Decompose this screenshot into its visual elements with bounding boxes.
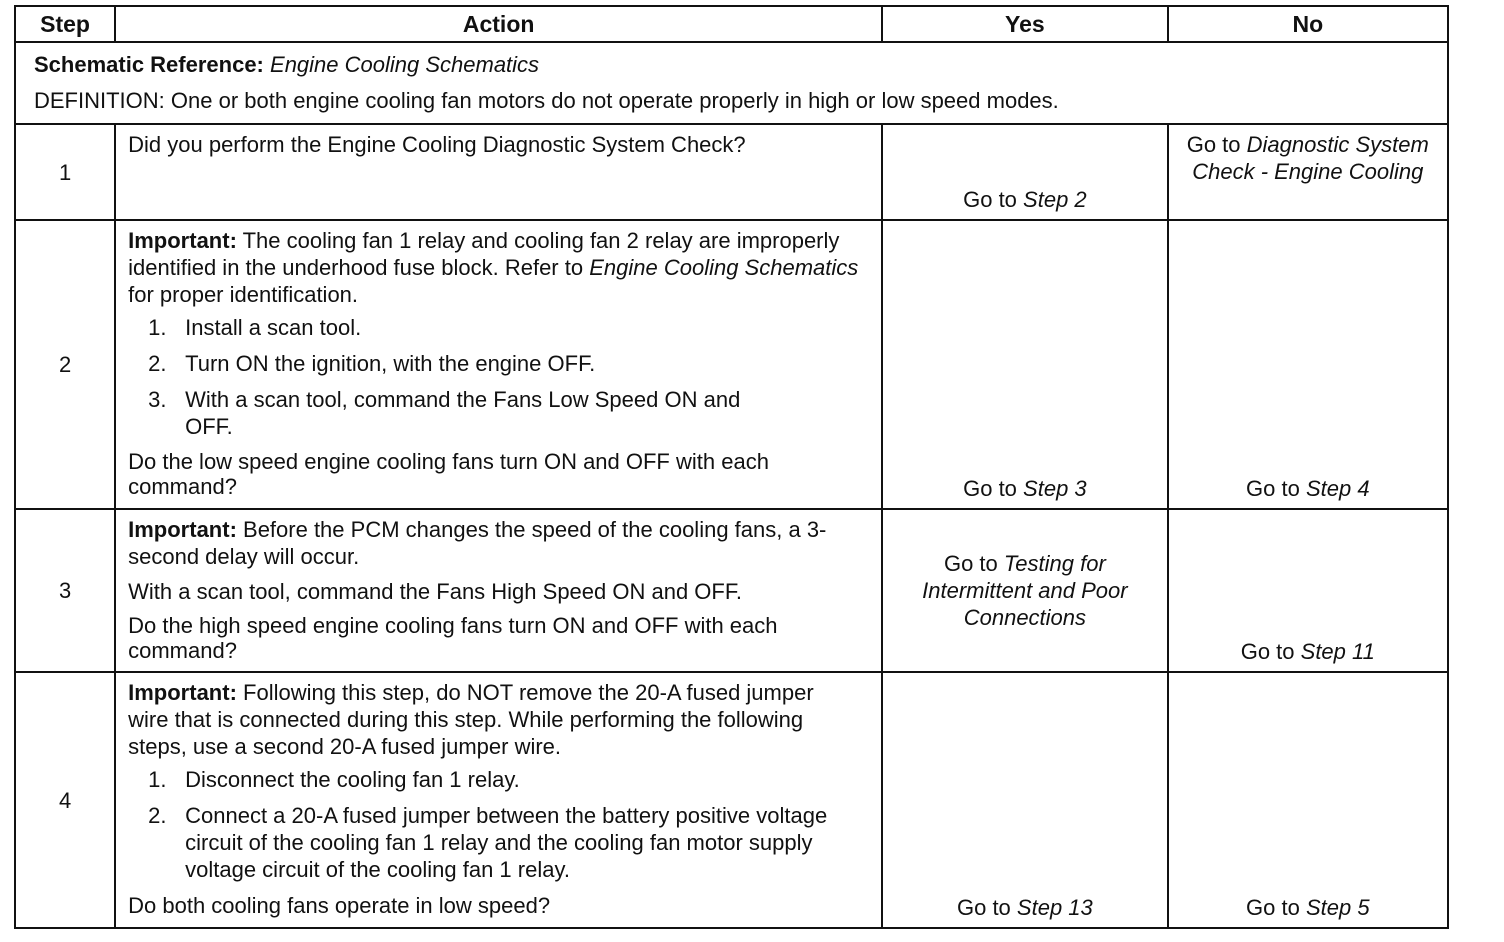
important-note	[128, 679, 869, 760]
no-target-link[interactable]: Step 5	[1305, 895, 1370, 920]
important-text: Before the PCM changes the speed of the cooling fans, a 3-second delay will occur.	[128, 517, 827, 569]
go-to-label: Go to	[1186, 132, 1241, 157]
yes-cell	[882, 124, 1167, 220]
no-cell	[1168, 672, 1448, 928]
procedure-list	[128, 766, 869, 883]
action-cell	[115, 672, 882, 928]
no-target-link[interactable]: Step 11	[1300, 639, 1375, 664]
go-to-label: Go to	[963, 476, 1017, 501]
step-number: 4	[15, 672, 115, 928]
schematics-link[interactable]: Engine Cooling Schematics	[589, 255, 859, 280]
header-row	[15, 6, 1448, 42]
item-text: Connect a 20-A fused jumper between the battery positive voltage circuit of the cooling fan 1 relay and the cooling fan motor supply voltage circuit of the cooling fan 1 relay.	[185, 803, 828, 882]
table-row	[15, 509, 1448, 672]
step-number: 2	[15, 220, 115, 509]
item-number: 3.	[148, 387, 167, 412]
header-no: No	[1168, 6, 1448, 42]
table-row	[15, 672, 1448, 928]
go-to-label: Go to	[963, 187, 1017, 212]
no-cell	[1168, 220, 1448, 509]
schematic-reference	[34, 47, 1429, 83]
important-label: Important:	[128, 228, 237, 253]
table-row	[15, 124, 1448, 220]
yes-target-link[interactable]: Step 13	[1016, 895, 1093, 920]
list-item	[128, 314, 869, 341]
list-item	[128, 386, 869, 440]
step-number: 3	[15, 509, 115, 672]
action-cell	[115, 220, 882, 509]
item-text: With a scan tool, command the Fans Low Speed ON and OFF.	[185, 387, 741, 439]
reference-cell	[15, 42, 1448, 124]
schematic-reference-link[interactable]: Engine Cooling Schematics	[270, 52, 540, 77]
list-item	[128, 350, 869, 377]
go-to-label: Go to	[956, 895, 1011, 920]
action-cell	[115, 124, 882, 220]
yes-cell	[882, 509, 1167, 672]
header-yes: Yes	[882, 6, 1167, 42]
step-number: 1	[15, 124, 115, 220]
reference-row	[15, 42, 1448, 124]
item-number: 1.	[148, 767, 167, 792]
item-number: 2.	[148, 351, 167, 376]
yes-target-link[interactable]: Step 2	[1023, 187, 1087, 212]
table-row	[15, 220, 1448, 509]
go-to-label: Go to	[943, 551, 998, 576]
important-label: Important:	[128, 680, 237, 705]
list-item	[128, 802, 869, 883]
list-item	[128, 766, 869, 793]
schematic-reference-label: Schematic Reference:	[34, 52, 264, 77]
no-cell	[1168, 509, 1448, 672]
item-text: Turn ON the ignition, with the engine OFF.	[185, 351, 596, 376]
yes-cell	[882, 672, 1167, 928]
diagnostic-table	[14, 5, 1449, 929]
instruction: With a scan tool, command the Fans High Speed ON and OFF.	[128, 579, 742, 604]
go-to-label: Go to	[1240, 639, 1295, 664]
important-note	[128, 227, 869, 308]
no-cell	[1168, 124, 1448, 220]
header-step: Step	[15, 6, 115, 42]
important-text-end: for proper identification.	[128, 282, 359, 307]
item-number: 1.	[148, 315, 167, 340]
question: Do both cooling fans operate in low speed?	[128, 893, 551, 918]
yes-cell	[882, 220, 1167, 509]
go-to-label: Go to	[1246, 895, 1300, 920]
important-text: Following this step, do NOT remove the 20-A fused jumper wire that is connected during this step. While performing the following steps, use a second 20-A fused jumper wire.	[128, 680, 814, 759]
question: Do the high speed engine cooling fans turn ON and OFF with each command?	[128, 613, 778, 663]
important-label: Important:	[128, 517, 237, 542]
item-text: Install a scan tool.	[185, 315, 362, 340]
procedure-list	[128, 314, 869, 440]
item-text: Disconnect the cooling fan 1 relay.	[185, 767, 520, 792]
question: Do the low speed engine cooling fans turn ON and OFF with each command?	[128, 449, 769, 499]
header-action: Action	[115, 6, 882, 42]
item-number: 2.	[148, 803, 167, 828]
important-note	[128, 516, 869, 570]
go-to-label: Go to	[1246, 476, 1300, 501]
yes-target-link[interactable]: Testing for Intermittent and Poor Connections	[922, 551, 1128, 630]
definition: DEFINITION: One or both engine cooling fan motors do not operate properly in high or low speed modes.	[34, 88, 1059, 113]
yes-target-link[interactable]: Step 3	[1023, 476, 1087, 501]
action-cell	[115, 509, 882, 672]
question: Did you perform the Engine Cooling Diagnostic System Check?	[128, 132, 746, 157]
no-target-link[interactable]: Diagnostic System Check - Engine Cooling	[1192, 132, 1429, 184]
important-text: The cooling fan 1 relay and cooling fan 2 relay are improperly identified in the underhood fuse block. Refer to	[128, 228, 840, 280]
no-target-link[interactable]: Step 4	[1305, 476, 1370, 501]
